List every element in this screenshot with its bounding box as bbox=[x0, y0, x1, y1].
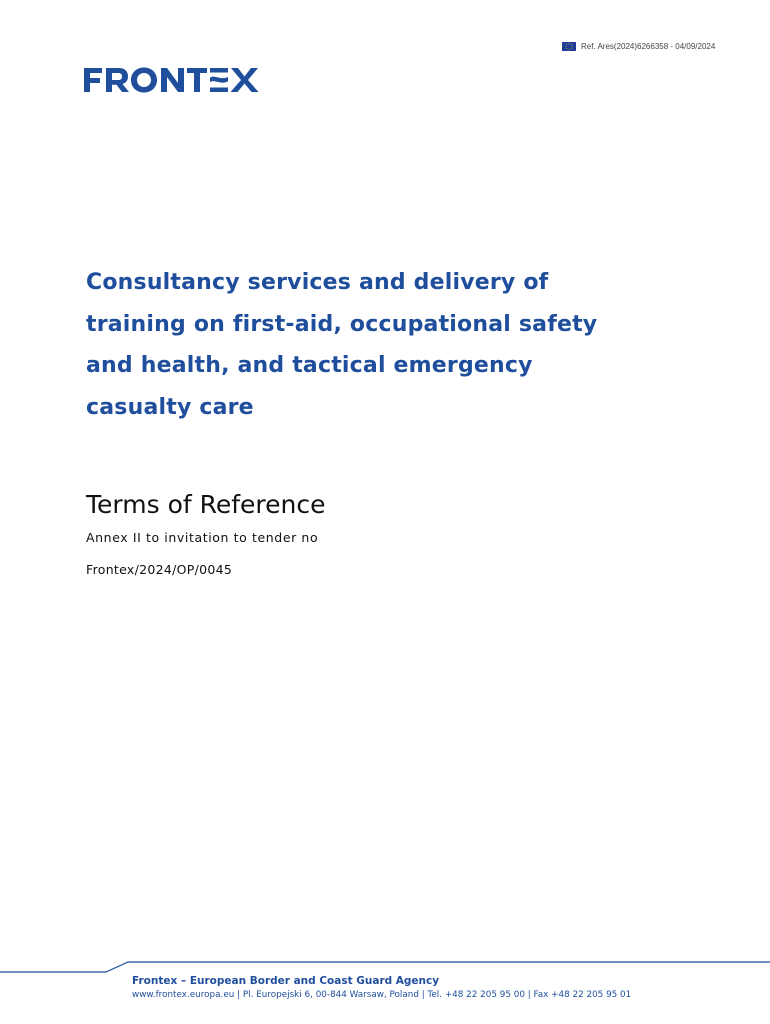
tender-reference: Frontex/2024/OP/0045 bbox=[86, 562, 233, 577]
document-title: Consultancy services and delivery of training on first-aid, occupational safety and health, and tactical emergency casualty care bbox=[86, 270, 598, 420]
ares-reference-text: Ref. Ares(2024)6266358 - 04/09/2024 bbox=[581, 42, 716, 51]
footer-agency-name: Frontex – European Border and Coast Guard Agency bbox=[132, 975, 440, 987]
ares-registration-stamp bbox=[562, 42, 715, 51]
footer-contact-details: www.frontex.europa.eu | Pl. Europejski 6, 00-844 Warsaw, Poland | Tel. +48 22 205 95 00 | Fax +48 22 205 95 01 bbox=[132, 990, 632, 1000]
eu-flag-icon bbox=[562, 42, 576, 51]
document-type-heading: Terms of Reference bbox=[86, 490, 326, 519]
frontex-logo bbox=[82, 64, 264, 96]
annex-line: Annex II to invitation to tender no bbox=[86, 530, 319, 545]
